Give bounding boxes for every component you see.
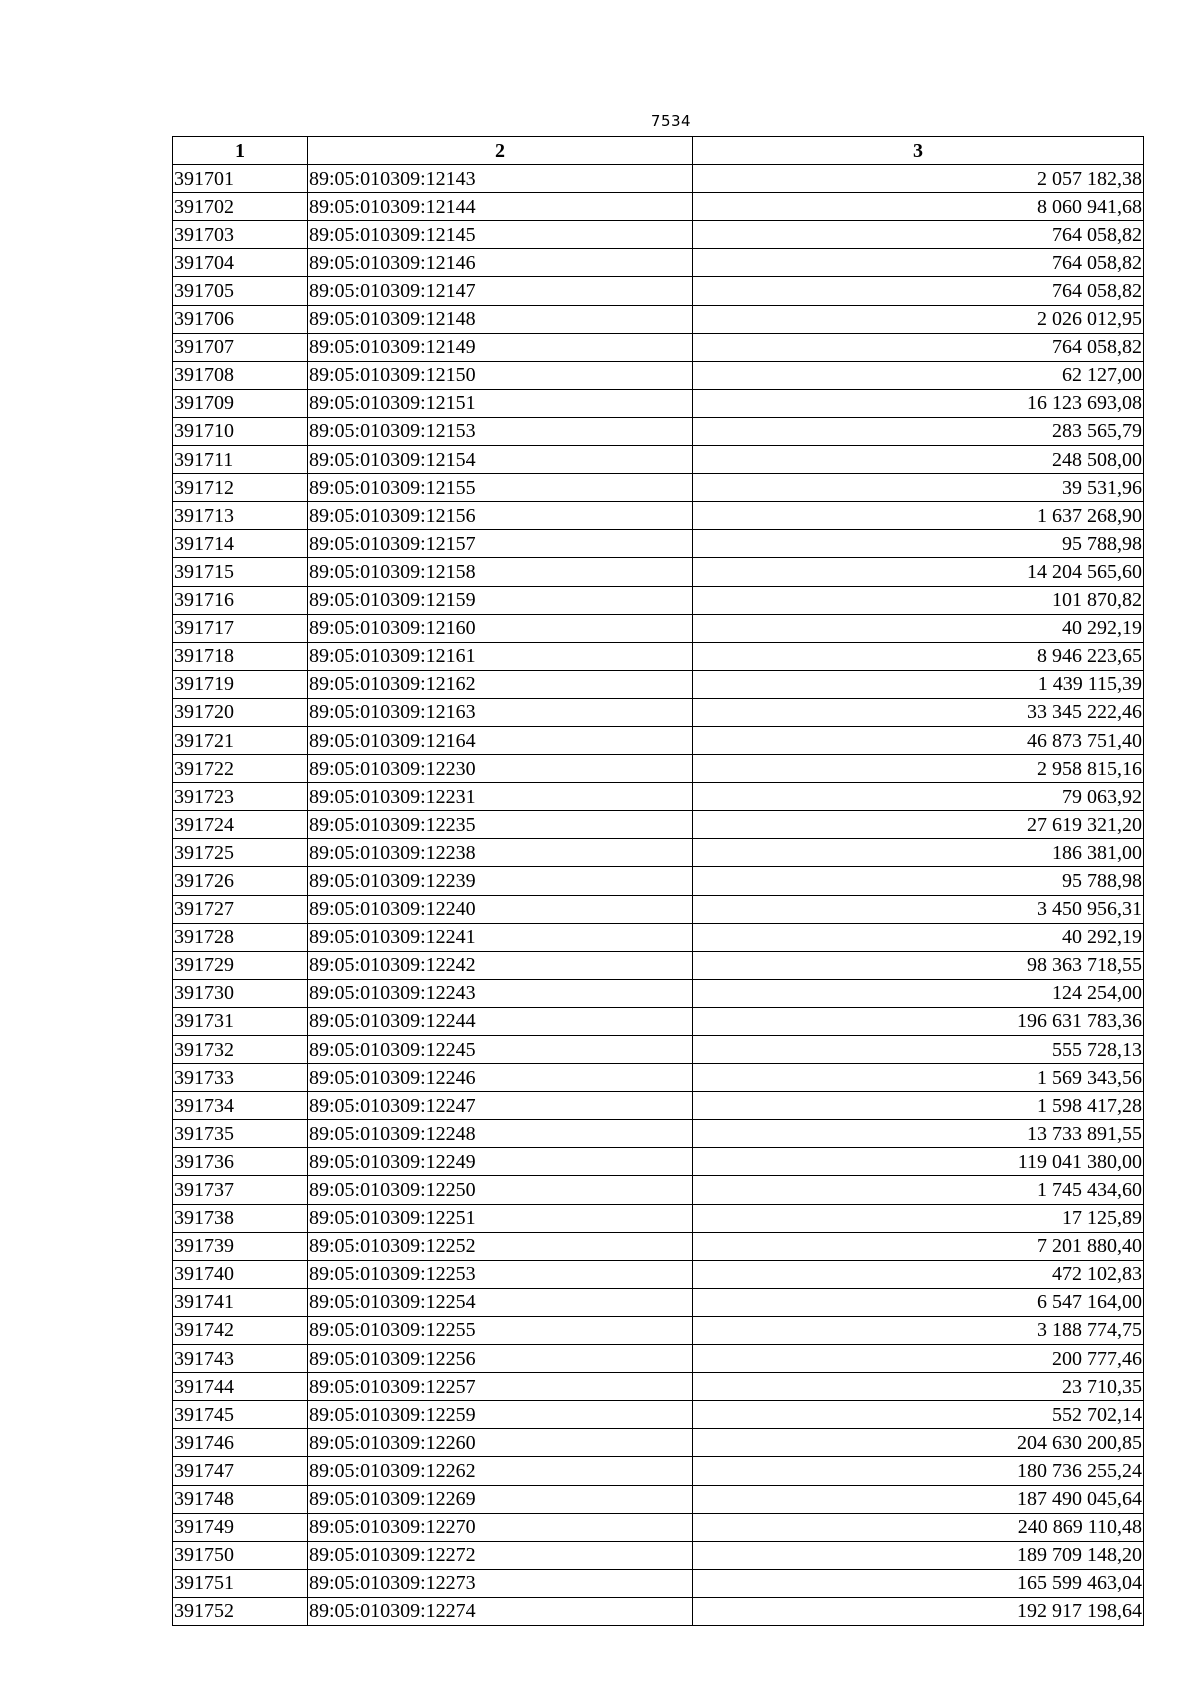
row-number-cell: 391740 xyxy=(173,1260,308,1288)
cadastral-number-cell: 89:05:010309:12163 xyxy=(308,698,693,726)
table-row xyxy=(173,1120,1144,1148)
cadastral-number-cell: 89:05:010309:12249 xyxy=(308,1148,693,1176)
cadastral-number-cell: 89:05:010309:12243 xyxy=(308,979,693,1007)
value-cell: 555 728,13 xyxy=(693,1036,1144,1064)
cadastral-number-cell: 89:05:010309:12272 xyxy=(308,1541,693,1569)
row-number-cell: 391719 xyxy=(173,670,308,698)
table-row xyxy=(173,783,1144,811)
cadastral-number-cell: 89:05:010309:12150 xyxy=(308,361,693,389)
row-number-cell: 391714 xyxy=(173,530,308,558)
table-row xyxy=(173,389,1144,417)
cadastral-number-cell: 89:05:010309:12253 xyxy=(308,1260,693,1288)
value-cell: 3 188 774,75 xyxy=(693,1316,1144,1344)
row-number-cell: 391748 xyxy=(173,1485,308,1513)
cadastral-number-cell: 89:05:010309:12161 xyxy=(308,642,693,670)
row-number-cell: 391711 xyxy=(173,446,308,474)
table-row xyxy=(173,474,1144,502)
cadastral-number-cell: 89:05:010309:12158 xyxy=(308,558,693,586)
cadastral-number-cell: 89:05:010309:12147 xyxy=(308,277,693,305)
cadastral-number-cell: 89:05:010309:12259 xyxy=(308,1401,693,1429)
value-cell: 8 946 223,65 xyxy=(693,642,1144,670)
value-cell: 200 777,46 xyxy=(693,1345,1144,1373)
value-cell: 472 102,83 xyxy=(693,1260,1144,1288)
row-number-cell: 391749 xyxy=(173,1513,308,1541)
value-cell: 124 254,00 xyxy=(693,979,1144,1007)
column-header-value: 3 xyxy=(693,137,1144,165)
row-number-cell: 391723 xyxy=(173,783,308,811)
value-cell: 764 058,82 xyxy=(693,221,1144,249)
value-cell: 6 547 164,00 xyxy=(693,1288,1144,1316)
table-row xyxy=(173,1092,1144,1120)
cadastral-number-cell: 89:05:010309:12257 xyxy=(308,1373,693,1401)
value-cell: 1 637 268,90 xyxy=(693,502,1144,530)
row-number-cell: 391743 xyxy=(173,1345,308,1373)
cadastral-number-cell: 89:05:010309:12145 xyxy=(308,221,693,249)
value-cell: 27 619 321,20 xyxy=(693,811,1144,839)
table-row xyxy=(173,333,1144,361)
cadastral-number-cell: 89:05:010309:12239 xyxy=(308,867,693,895)
row-number-cell: 391726 xyxy=(173,867,308,895)
value-cell: 189 709 148,20 xyxy=(693,1541,1144,1569)
value-cell: 1 569 343,56 xyxy=(693,1064,1144,1092)
value-cell: 14 204 565,60 xyxy=(693,558,1144,586)
row-number-cell: 391735 xyxy=(173,1120,308,1148)
table-row xyxy=(173,755,1144,783)
cadastral-number-cell: 89:05:010309:12254 xyxy=(308,1288,693,1316)
table-row xyxy=(173,1064,1144,1092)
row-number-cell: 391708 xyxy=(173,361,308,389)
value-cell: 33 345 222,46 xyxy=(693,698,1144,726)
value-cell: 95 788,98 xyxy=(693,867,1144,895)
value-cell: 98 363 718,55 xyxy=(693,951,1144,979)
table-row xyxy=(173,1345,1144,1373)
value-cell: 1 598 417,28 xyxy=(693,1092,1144,1120)
row-number-cell: 391746 xyxy=(173,1429,308,1457)
table-row xyxy=(173,417,1144,445)
header-row xyxy=(173,137,1144,165)
value-cell: 39 531,96 xyxy=(693,474,1144,502)
value-cell: 8 060 941,68 xyxy=(693,193,1144,221)
row-number-cell: 391742 xyxy=(173,1316,308,1344)
value-cell: 7 201 880,40 xyxy=(693,1232,1144,1260)
table-row xyxy=(173,361,1144,389)
row-number-cell: 391712 xyxy=(173,474,308,502)
table-header xyxy=(173,137,1144,165)
row-number-cell: 391707 xyxy=(173,333,308,361)
cadastral-number-cell: 89:05:010309:12159 xyxy=(308,586,693,614)
cadastral-number-cell: 89:05:010309:12160 xyxy=(308,614,693,642)
cadastral-number-cell: 89:05:010309:12240 xyxy=(308,895,693,923)
table-row xyxy=(173,1401,1144,1429)
table-row xyxy=(173,586,1144,614)
cadastral-number-cell: 89:05:010309:12255 xyxy=(308,1316,693,1344)
cadastral-number-cell: 89:05:010309:12235 xyxy=(308,811,693,839)
table-row xyxy=(173,1597,1144,1625)
row-number-cell: 391716 xyxy=(173,586,308,614)
row-number-cell: 391744 xyxy=(173,1373,308,1401)
cadastral-value-table xyxy=(172,136,1144,1626)
row-number-cell: 391741 xyxy=(173,1288,308,1316)
page-number: 7534 xyxy=(650,112,692,130)
cadastral-number-cell: 89:05:010309:12149 xyxy=(308,333,693,361)
cadastral-number-cell: 89:05:010309:12269 xyxy=(308,1485,693,1513)
table-row xyxy=(173,614,1144,642)
cadastral-number-cell: 89:05:010309:12247 xyxy=(308,1092,693,1120)
cadastral-number-cell: 89:05:010309:12154 xyxy=(308,446,693,474)
value-cell: 1 439 115,39 xyxy=(693,670,1144,698)
value-cell: 180 736 255,24 xyxy=(693,1457,1144,1485)
table-row xyxy=(173,1541,1144,1569)
value-cell: 764 058,82 xyxy=(693,333,1144,361)
table-row xyxy=(173,446,1144,474)
value-cell: 16 123 693,08 xyxy=(693,389,1144,417)
cadastral-number-cell: 89:05:010309:12260 xyxy=(308,1429,693,1457)
cadastral-number-cell: 89:05:010309:12164 xyxy=(308,726,693,754)
value-cell: 23 710,35 xyxy=(693,1373,1144,1401)
row-number-cell: 391701 xyxy=(173,165,308,193)
value-cell: 187 490 045,64 xyxy=(693,1485,1144,1513)
cadastral-number-cell: 89:05:010309:12256 xyxy=(308,1345,693,1373)
table-row xyxy=(173,1176,1144,1204)
row-number-cell: 391751 xyxy=(173,1569,308,1597)
row-number-cell: 391728 xyxy=(173,923,308,951)
cadastral-number-cell: 89:05:010309:12250 xyxy=(308,1176,693,1204)
table-row xyxy=(173,895,1144,923)
column-header-number: 1 xyxy=(173,137,308,165)
value-cell: 95 788,98 xyxy=(693,530,1144,558)
value-cell: 13 733 891,55 xyxy=(693,1120,1144,1148)
table-row xyxy=(173,165,1144,193)
value-cell: 764 058,82 xyxy=(693,249,1144,277)
table-row xyxy=(173,530,1144,558)
row-number-cell: 391750 xyxy=(173,1541,308,1569)
cadastral-number-cell: 89:05:010309:12274 xyxy=(308,1597,693,1625)
table-row xyxy=(173,1373,1144,1401)
row-number-cell: 391733 xyxy=(173,1064,308,1092)
cadastral-number-cell: 89:05:010309:12157 xyxy=(308,530,693,558)
cadastral-number-cell: 89:05:010309:12146 xyxy=(308,249,693,277)
cadastral-number-cell: 89:05:010309:12248 xyxy=(308,1120,693,1148)
value-cell: 79 063,92 xyxy=(693,783,1144,811)
value-cell: 1 745 434,60 xyxy=(693,1176,1144,1204)
cadastral-number-cell: 89:05:010309:12231 xyxy=(308,783,693,811)
row-number-cell: 391724 xyxy=(173,811,308,839)
row-number-cell: 391717 xyxy=(173,614,308,642)
cadastral-number-cell: 89:05:010309:12246 xyxy=(308,1064,693,1092)
table-row xyxy=(173,923,1144,951)
value-cell: 2 026 012,95 xyxy=(693,305,1144,333)
cadastral-number-cell: 89:05:010309:12151 xyxy=(308,389,693,417)
table-row xyxy=(173,1429,1144,1457)
value-cell: 186 381,00 xyxy=(693,839,1144,867)
value-cell: 196 631 783,36 xyxy=(693,1007,1144,1035)
cadastral-number-cell: 89:05:010309:12251 xyxy=(308,1204,693,1232)
table-row xyxy=(173,1288,1144,1316)
cadastral-number-cell: 89:05:010309:12270 xyxy=(308,1513,693,1541)
table-row xyxy=(173,221,1144,249)
table-row xyxy=(173,811,1144,839)
cadastral-number-cell: 89:05:010309:12245 xyxy=(308,1036,693,1064)
value-cell: 62 127,00 xyxy=(693,361,1144,389)
table-row xyxy=(173,670,1144,698)
row-number-cell: 391706 xyxy=(173,305,308,333)
table-row xyxy=(173,558,1144,586)
row-number-cell: 391730 xyxy=(173,979,308,1007)
table-row xyxy=(173,1260,1144,1288)
row-number-cell: 391752 xyxy=(173,1597,308,1625)
value-cell: 192 917 198,64 xyxy=(693,1597,1144,1625)
row-number-cell: 391715 xyxy=(173,558,308,586)
table-row xyxy=(173,1457,1144,1485)
row-number-cell: 391745 xyxy=(173,1401,308,1429)
cadastral-number-cell: 89:05:010309:12241 xyxy=(308,923,693,951)
row-number-cell: 391721 xyxy=(173,726,308,754)
value-cell: 3 450 956,31 xyxy=(693,895,1144,923)
row-number-cell: 391710 xyxy=(173,417,308,445)
cadastral-number-cell: 89:05:010309:12244 xyxy=(308,1007,693,1035)
table-row xyxy=(173,642,1144,670)
cadastral-number-cell: 89:05:010309:12252 xyxy=(308,1232,693,1260)
value-cell: 40 292,19 xyxy=(693,923,1144,951)
row-number-cell: 391747 xyxy=(173,1457,308,1485)
cadastral-number-cell: 89:05:010309:12144 xyxy=(308,193,693,221)
table-row xyxy=(173,867,1144,895)
row-number-cell: 391702 xyxy=(173,193,308,221)
table-row xyxy=(173,951,1144,979)
row-number-cell: 391705 xyxy=(173,277,308,305)
value-cell: 248 508,00 xyxy=(693,446,1144,474)
value-cell: 165 599 463,04 xyxy=(693,1569,1144,1597)
value-cell: 17 125,89 xyxy=(693,1204,1144,1232)
table-row xyxy=(173,1232,1144,1260)
row-number-cell: 391736 xyxy=(173,1148,308,1176)
column-header-cadastral-number: 2 xyxy=(308,137,693,165)
row-number-cell: 391709 xyxy=(173,389,308,417)
cadastral-number-cell: 89:05:010309:12242 xyxy=(308,951,693,979)
row-number-cell: 391729 xyxy=(173,951,308,979)
row-number-cell: 391718 xyxy=(173,642,308,670)
value-cell: 46 873 751,40 xyxy=(693,726,1144,754)
row-number-cell: 391725 xyxy=(173,839,308,867)
cadastral-number-cell: 89:05:010309:12238 xyxy=(308,839,693,867)
row-number-cell: 391739 xyxy=(173,1232,308,1260)
table-row xyxy=(173,1036,1144,1064)
table-row xyxy=(173,1148,1144,1176)
table-body xyxy=(173,165,1144,1626)
row-number-cell: 391737 xyxy=(173,1176,308,1204)
value-cell: 101 870,82 xyxy=(693,586,1144,614)
cadastral-number-cell: 89:05:010309:12230 xyxy=(308,755,693,783)
value-cell: 40 292,19 xyxy=(693,614,1144,642)
table-row xyxy=(173,277,1144,305)
table-row xyxy=(173,1569,1144,1597)
table-row xyxy=(173,726,1144,754)
value-cell: 764 058,82 xyxy=(693,277,1144,305)
table-row xyxy=(173,193,1144,221)
table-row xyxy=(173,1513,1144,1541)
table-row xyxy=(173,698,1144,726)
cadastral-number-cell: 89:05:010309:12148 xyxy=(308,305,693,333)
row-number-cell: 391722 xyxy=(173,755,308,783)
value-cell: 204 630 200,85 xyxy=(693,1429,1144,1457)
table-row xyxy=(173,502,1144,530)
table-row xyxy=(173,979,1144,1007)
table-row xyxy=(173,1316,1144,1344)
row-number-cell: 391704 xyxy=(173,249,308,277)
row-number-cell: 391738 xyxy=(173,1204,308,1232)
table-row xyxy=(173,249,1144,277)
value-cell: 283 565,79 xyxy=(693,417,1144,445)
row-number-cell: 391727 xyxy=(173,895,308,923)
table-row xyxy=(173,1485,1144,1513)
table-row xyxy=(173,305,1144,333)
row-number-cell: 391703 xyxy=(173,221,308,249)
value-cell: 119 041 380,00 xyxy=(693,1148,1144,1176)
table-row xyxy=(173,1007,1144,1035)
cadastral-number-cell: 89:05:010309:12156 xyxy=(308,502,693,530)
row-number-cell: 391720 xyxy=(173,698,308,726)
cadastral-number-cell: 89:05:010309:12273 xyxy=(308,1569,693,1597)
value-cell: 2 958 815,16 xyxy=(693,755,1144,783)
row-number-cell: 391732 xyxy=(173,1036,308,1064)
table-row xyxy=(173,839,1144,867)
row-number-cell: 391713 xyxy=(173,502,308,530)
table-row xyxy=(173,1204,1144,1232)
row-number-cell: 391731 xyxy=(173,1007,308,1035)
value-cell: 2 057 182,38 xyxy=(693,165,1144,193)
cadastral-number-cell: 89:05:010309:12155 xyxy=(308,474,693,502)
value-cell: 240 869 110,48 xyxy=(693,1513,1144,1541)
value-cell: 552 702,14 xyxy=(693,1401,1144,1429)
cadastral-number-cell: 89:05:010309:12153 xyxy=(308,417,693,445)
row-number-cell: 391734 xyxy=(173,1092,308,1120)
cadastral-number-cell: 89:05:010309:12262 xyxy=(308,1457,693,1485)
cadastral-number-cell: 89:05:010309:12143 xyxy=(308,165,693,193)
cadastral-number-cell: 89:05:010309:12162 xyxy=(308,670,693,698)
